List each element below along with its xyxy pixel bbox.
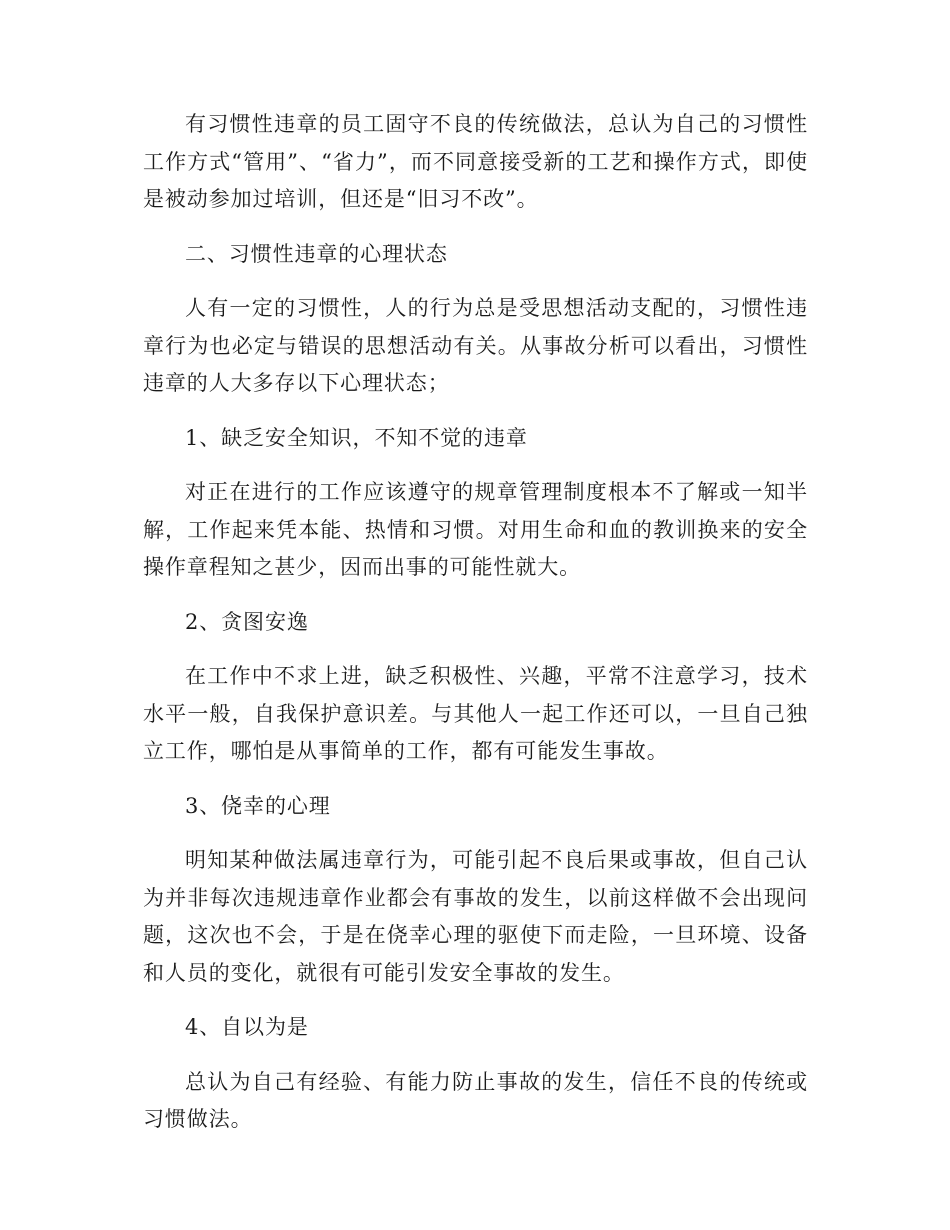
subheading-lack-of-knowledge: 1、缺乏安全知识，不知不觉的违章 xyxy=(185,425,528,450)
paragraph-psychology-intro: 人有一定的习惯性，人的行为总是受思想活动支配的，习惯性违章行为也必定与错误的思想活动有关。从事故分析可以看出，习惯性违章的人大多存以下心理状态； xyxy=(143,296,808,395)
paragraph-seeking-comfort: 在工作中不求上进，缺乏积极性、兴趣，平常不注意学习，技术水平一般，自我保护意识差。与其他人一起工作还可以，一旦自己独立工作，哪怕是从事简单的工作，都有可能发生事故。 xyxy=(143,664,808,763)
paragraph-self-righteous: 总认为自己有经验、有能力防止事故的发生，信任不良的传统或习惯做法。 xyxy=(143,1069,808,1131)
paragraph-habitual-violation: 有习惯性违章的员工固守不良的传统做法，总认为自己的习惯性工作方式“管用”、“省力”，而不同意接受新的工艺和操作方式，即使是被动参加过培训，但还是“旧习不改”。 xyxy=(143,112,808,211)
section-heading-psychology: 二、习惯性违章的心理状态 xyxy=(185,241,448,266)
subheading-self-righteous: 4、自以为是 xyxy=(185,1015,309,1039)
paragraph-lack-of-knowledge: 对正在进行的工作应该遵守的规章管理制度根本不了解或一知半解，工作起来凭本能、热情和习惯。对用生命和血的教训换来的安全操作章程知之甚少，因而出事的可能性就大。 xyxy=(143,480,808,579)
paragraph-lucky-mentality: 明知某种做法属违章行为，可能引起不良后果或事故，但自己认为并非每次违规违章作业都会有事故的发生，以前这样做不会出现问题，这次也不会，于是在侥幸心理的驱使下而走险，一旦环境、设备和人员的变化，就很有可能引发安全事故的发生。 xyxy=(143,848,808,985)
subheading-lucky-mentality: 3、侥幸的心理 xyxy=(185,793,331,818)
subheading-seeking-comfort: 2、贪图安逸 xyxy=(185,609,309,634)
document-body xyxy=(143,106,808,1139)
